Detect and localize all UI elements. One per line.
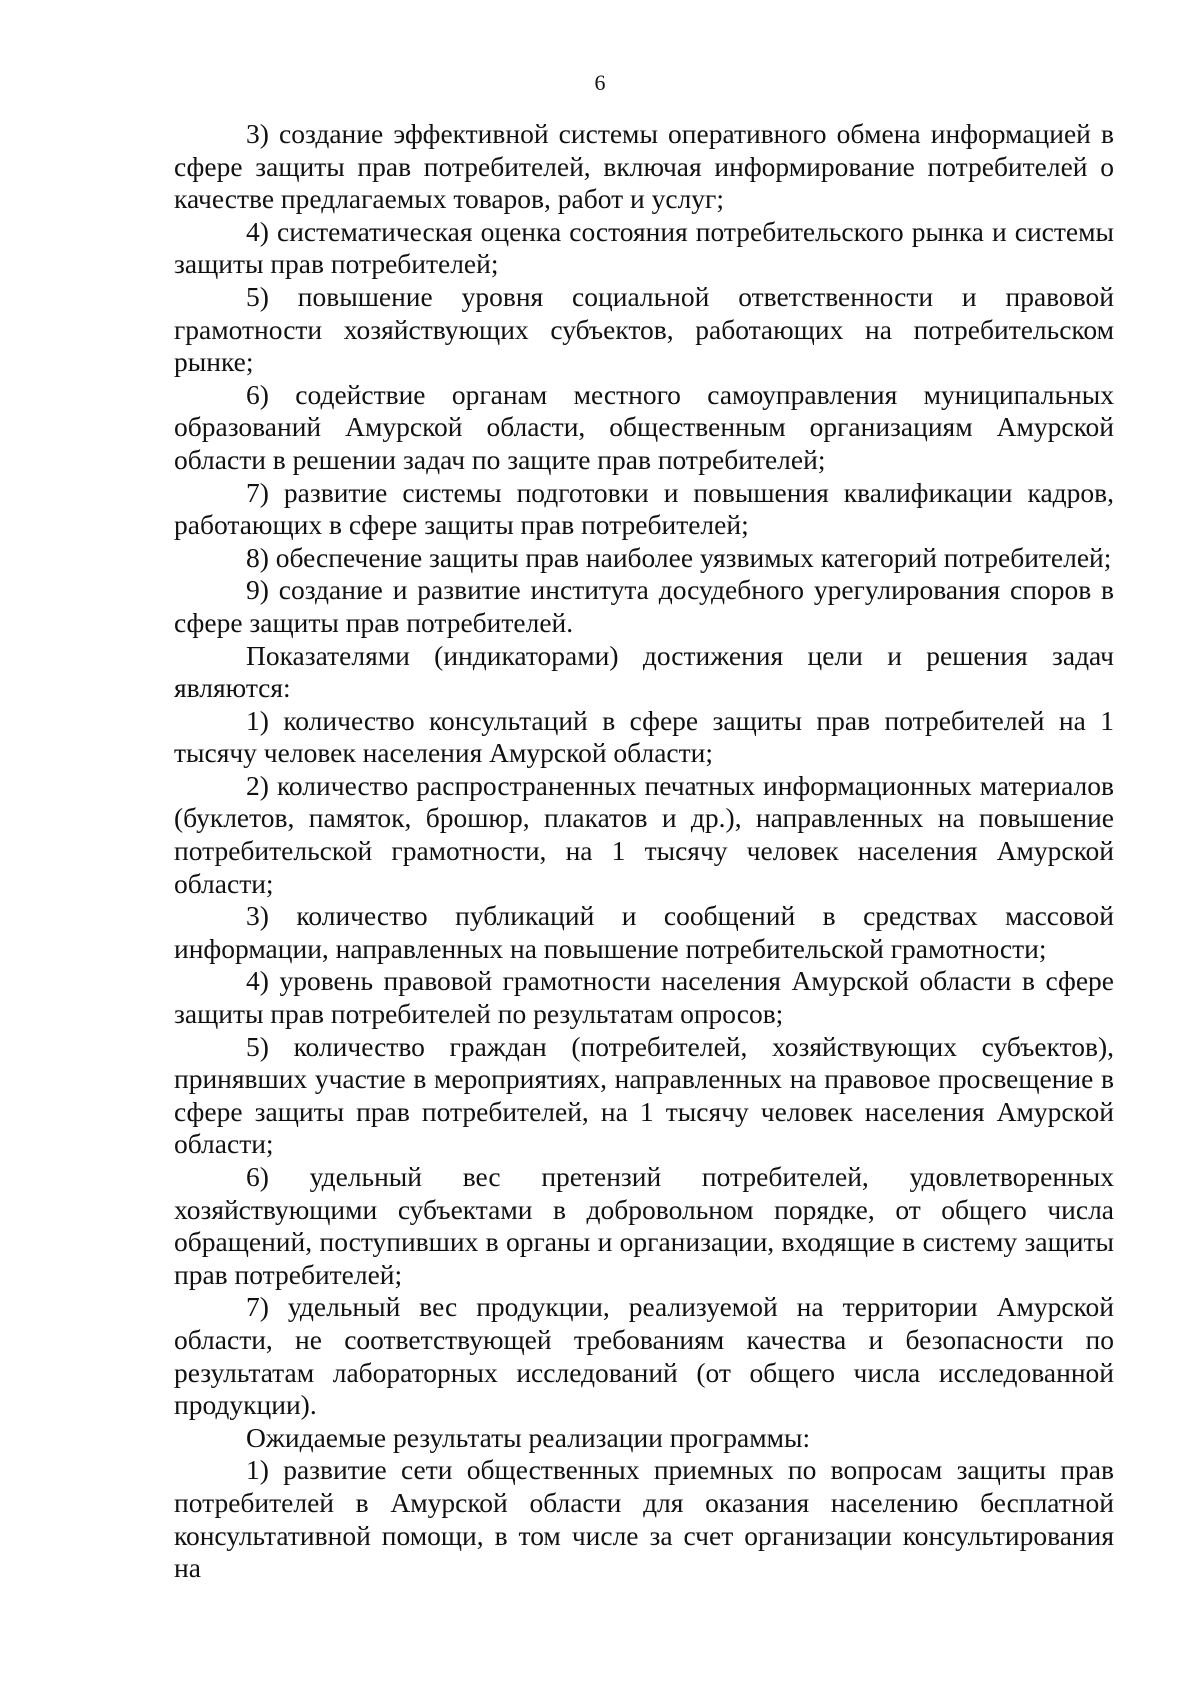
paragraph: 6) удельный вес претензий потребителей, удовлетворенных хозяйствующими субъектами в добровольном порядке, от общего числа обращений, поступивших в органы и организации, входящие в систему защиты прав потребителей; bbox=[174, 1161, 1114, 1290]
paragraph: 5) повышение уровня социальной ответственности и правовой грамотности хозяйствующих субъектов, работающих на потребительском рынке; bbox=[174, 280, 1114, 378]
paragraph: 4) систематическая оценка состояния потребительского рынка и системы защиты прав потребителей; bbox=[174, 215, 1114, 280]
paragraph: 5) количество граждан (потребителей, хозяйствующих субъектов), принявших участие в мероприятиях, направленных на правовое просвещение в сфере защиты прав потребителей, на 1 тысячу человек населения Амурской области; bbox=[174, 1030, 1114, 1160]
paragraph: 2) количество распространенных печатных информационных материалов (буклетов, памяток, брошюр, плакатов и др.), направленных на повышение потребительской грамотности, на 1 тысячу человек населения Амурской области; bbox=[174, 769, 1114, 899]
paragraph: 3) количество публикаций и сообщений в средствах массовой информации, направленных на повышение потребительской грамотности; bbox=[174, 900, 1114, 964]
paragraph: Ожидаемые результаты реализации программы: bbox=[246, 1421, 811, 1453]
document-body bbox=[174, 118, 1114, 1585]
paragraph: 9) создание и развитие института досудебного урегулирования споров в сфере защиты прав потребителей. bbox=[174, 574, 1114, 638]
paragraph: 3) создание эффективной системы оперативного обмена информацией в сфере защиты прав потребителей, включая информирование потребителей о качестве предлагаемых товаров, работ и услуг; bbox=[174, 118, 1114, 215]
paragraph: 7) развитие системы подготовки и повышения квалификации кадров, работающих в сфере защиты прав потребителей; bbox=[174, 476, 1114, 541]
paragraph: 1) количество консультаций в сфере защиты прав потребителей на 1 тысячу человек населения Амурской области; bbox=[174, 704, 1114, 769]
paragraph: 8) обеспечение защиты прав наиболее уязвимых категорий потребителей; bbox=[246, 541, 1112, 573]
paragraph: 4) уровень правовой грамотности населения Амурской области в сфере защиты прав потребителей по результатам опросов; bbox=[174, 965, 1114, 1030]
page-number: 6 bbox=[594, 70, 606, 95]
paragraph: Показателями (индикаторами) достижения цели и решения задач являются: bbox=[174, 639, 1114, 704]
paragraph: 6) содействие органам местного самоуправления муниципальных образований Амурской области, общественным организациям Амурской области в решении задач по защите прав потребителей; bbox=[174, 378, 1114, 475]
paragraph: 1) развитие сети общественных приемных по вопросам защиты прав потребителей в Амурской области для оказания населению бесплатной консультативной помощи, в том числе за счет организации консультирования на bbox=[174, 1454, 1114, 1584]
paragraph: 7) удельный вес продукции, реализуемой на территории Амурской области, не соответствующей требованиям качества и безопасности по результатам лабораторных исследований (от общего числа исследованной продукции). bbox=[174, 1291, 1114, 1421]
